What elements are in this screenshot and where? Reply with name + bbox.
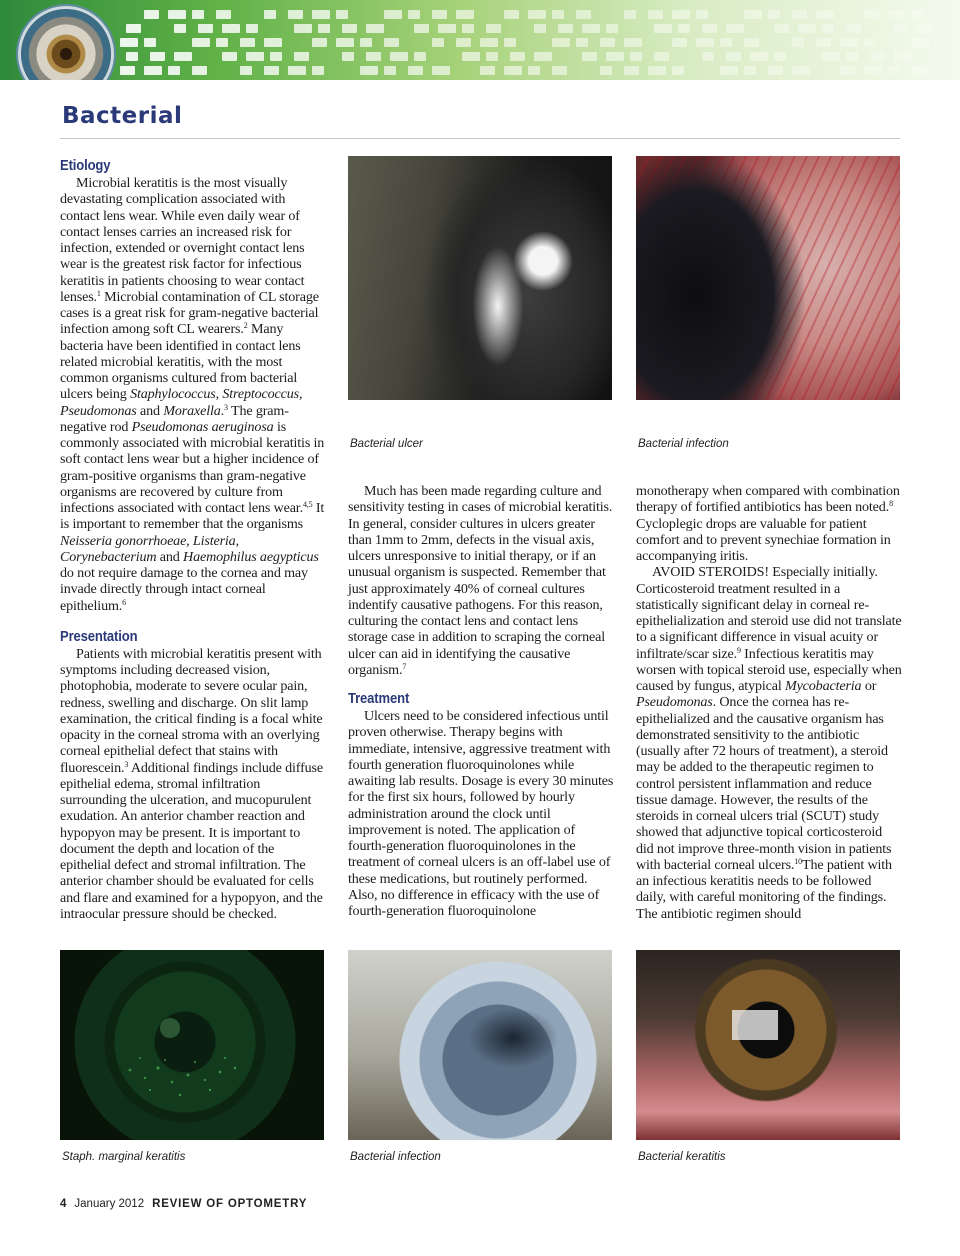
photo-bacterial-infection-bottom bbox=[348, 950, 612, 1140]
banner-tile bbox=[702, 52, 714, 61]
banner-tile bbox=[606, 24, 618, 33]
banner-tile bbox=[504, 38, 516, 47]
banner-tile bbox=[822, 52, 840, 61]
banner-tile bbox=[888, 66, 900, 75]
column-1 bbox=[60, 157, 325, 922]
banner-tile bbox=[912, 38, 930, 47]
banner-tile bbox=[456, 10, 474, 19]
banner-tile bbox=[192, 38, 210, 47]
banner-tile bbox=[366, 52, 381, 61]
banner-tile bbox=[336, 10, 348, 19]
etiology-paragraph: Microbial keratitis is the most visually devastating complication associated with contact lens wear. While even daily wear of contact lenses carries an increased risk for infection, extended or overnight contact lens wear is the greatest risk factor for infectious keratitis in patients choosing to wear contact lenses.$^1$ Microbial contamination of CL storage cases is a great risk for gram-negative bacterial infection among soft CL wearers.$^2$ Many bacteria have been identified in contact lens related microbial keratitis, with the most common organisms cultured from bacterial ulcers being Staphylococcus, Streptococcus, Pseudomonas and Moraxella.$^3$ The gram-negative rod Pseudomonas aeruginosa is commonly associated with microbial keratitis in soft contact lens wear but a higher incidence of gram-positive organisms than gram-negative organisms are recovered by culture from infections associated with contact lens wear.$^{4,5}$ It is important to remember that the organisms Neisseria gonorrhoeae, Listeria, Corynebacterium and Haemophilus aegypticus do not require damage to the cornea and may invade directly through intact corneal epithelium.$^6$ bbox=[60, 175, 325, 614]
banner-tile bbox=[630, 52, 642, 61]
banner-tile bbox=[384, 38, 399, 47]
banner-tile bbox=[462, 24, 474, 33]
banner-tile bbox=[360, 38, 372, 47]
banner-tile bbox=[888, 10, 906, 19]
banner-tile bbox=[222, 52, 237, 61]
caption-bacterial-keratitis: Bacterial keratitis bbox=[638, 1151, 726, 1163]
section-heading-presentation: Presentation bbox=[60, 628, 138, 645]
caption-staph-marginal-keratitis: Staph. marginal keratitis bbox=[62, 1151, 186, 1163]
banner-tile bbox=[144, 66, 162, 75]
banner-tile bbox=[840, 66, 855, 75]
column-2 bbox=[348, 483, 614, 919]
banner-tile bbox=[150, 52, 165, 61]
banner-tile bbox=[774, 52, 786, 61]
banner-tile bbox=[360, 66, 378, 75]
banner-tile bbox=[192, 66, 207, 75]
banner-tile bbox=[246, 52, 264, 61]
banner-tile bbox=[168, 10, 186, 19]
banner-tile bbox=[576, 38, 588, 47]
banner-tile bbox=[192, 10, 204, 19]
page-title: Bacterial bbox=[62, 103, 183, 129]
issue-date: January 2012 bbox=[74, 1198, 145, 1210]
banner-tile bbox=[480, 38, 498, 47]
banner-tile bbox=[390, 52, 408, 61]
banner-tile bbox=[768, 66, 783, 75]
banner-tile bbox=[126, 24, 141, 33]
banner-tile bbox=[264, 66, 279, 75]
banner-tile bbox=[624, 66, 639, 75]
banner-tile bbox=[534, 24, 546, 33]
banner-tile bbox=[342, 24, 357, 33]
banner-tile bbox=[312, 66, 324, 75]
banner-tile bbox=[198, 24, 213, 33]
banner-tile bbox=[726, 52, 741, 61]
banner-tile bbox=[504, 66, 522, 75]
banner-tile bbox=[504, 10, 519, 19]
banner-tile bbox=[240, 38, 255, 47]
banner-tile bbox=[846, 24, 861, 33]
banner-tile bbox=[678, 24, 690, 33]
banner-tile bbox=[486, 52, 498, 61]
photo-staph-marginal-keratitis bbox=[60, 950, 324, 1140]
banner-tile bbox=[864, 38, 876, 47]
banner-tile bbox=[126, 52, 138, 61]
banner-tile bbox=[414, 24, 429, 33]
banner-tile bbox=[792, 38, 804, 47]
banner-tile bbox=[696, 38, 714, 47]
banner-tile bbox=[294, 52, 309, 61]
banner-tile bbox=[870, 52, 885, 61]
section-heading-etiology: Etiology bbox=[60, 158, 111, 174]
banner-tile bbox=[744, 66, 756, 75]
banner-tile bbox=[270, 52, 282, 61]
banner-tile bbox=[696, 10, 708, 19]
caption-bacterial-infection-top: Bacterial infection bbox=[638, 438, 729, 450]
banner-tile bbox=[840, 38, 858, 47]
banner-tile bbox=[558, 24, 573, 33]
banner-tile bbox=[864, 10, 879, 19]
culture-paragraph: Much has been made regarding culture and sensitivity testing in cases of microbial keratitis. In general, consider cultures in ulcers greater than 1mm to 2mm, defects in the visual axis, ulcers unresponsive to initial therapy, or if an unusual organism is suspected. Remember that just approximately 40% of corneal cultures indentify causative pathogens. For this reason, culturing the contact lens and contact lens storage case in addition to scraping the corneal ulcer can aid in identifying the causative organism.$^7$ bbox=[348, 483, 613, 678]
banner-tile bbox=[672, 38, 687, 47]
banner-tile bbox=[294, 24, 312, 33]
banner-tile bbox=[774, 24, 789, 33]
banner-tile bbox=[720, 38, 732, 47]
banner-tile bbox=[816, 10, 834, 19]
banner-tile bbox=[792, 10, 807, 19]
banner-tile bbox=[816, 38, 831, 47]
banner-tile bbox=[486, 24, 501, 33]
banner-tile bbox=[624, 10, 636, 19]
banner-tile bbox=[408, 66, 423, 75]
banner-tile bbox=[744, 10, 762, 19]
banner-tile bbox=[432, 66, 450, 75]
banner-tile bbox=[654, 52, 669, 61]
banner-tile bbox=[648, 66, 666, 75]
banner-tile bbox=[264, 38, 282, 47]
banner-tile bbox=[528, 66, 540, 75]
banner-tile bbox=[744, 38, 759, 47]
banner-tile bbox=[174, 52, 192, 61]
banner-tile bbox=[846, 52, 858, 61]
banner-tile bbox=[912, 66, 927, 75]
banner-tile bbox=[312, 38, 327, 47]
banner-tile bbox=[384, 66, 396, 75]
banner-tile bbox=[318, 24, 330, 33]
banner-tile bbox=[438, 24, 456, 33]
therapy-paragraph: monotherapy when compared with combination therapy of fortified antibiotics has been noted.$^8$ Cycloplegic drops are valuable for patient comfort and to prevent synechiae formation in accompanying iritis. bbox=[636, 483, 900, 564]
banner-tile bbox=[342, 52, 354, 61]
page-number: 4 bbox=[60, 1198, 67, 1210]
banner-tile bbox=[894, 24, 906, 33]
banner-tile bbox=[720, 66, 738, 75]
banner-tile bbox=[552, 38, 570, 47]
banner-tile bbox=[750, 52, 768, 61]
banner-tile bbox=[246, 24, 258, 33]
banner-tile bbox=[120, 66, 135, 75]
presentation-paragraph: Patients with microbial keratitis present with symptoms including decreased vision, photophobia, moderate to severe ocular pain, redness, swelling and discharge. On slit lamp examination, the critical finding is a focal white opacity in the corneal stroma with an overlying corneal epithelial defect that stains with fluorescein.$^3$ Additional findings include diffuse epithelial edema, stromal infiltration surrounding the ulceration, and mucopurulent exudation. An anterior chamber reaction and hypopyon may be present. It is important to document the depth and location of the epithelial defect and stromal infiltration. The anterior chamber should be evaluated for cells and flare and examined for a hypopyon, and the intraocular pressure should be checked. bbox=[60, 645, 323, 922]
column-3 bbox=[636, 483, 902, 922]
banner-tile bbox=[144, 10, 159, 19]
banner-tile bbox=[726, 24, 744, 33]
banner-tile bbox=[672, 66, 684, 75]
banner-tile bbox=[600, 38, 615, 47]
banner-tile bbox=[216, 10, 231, 19]
banner-tile bbox=[552, 10, 564, 19]
banner-tile bbox=[768, 10, 780, 19]
banner-tile bbox=[582, 24, 600, 33]
banner-tile bbox=[528, 10, 546, 19]
banner-tile bbox=[408, 10, 420, 19]
banner-tile bbox=[480, 66, 495, 75]
banner-tile bbox=[174, 24, 186, 33]
banner-tile bbox=[432, 38, 444, 47]
banner-tile bbox=[864, 66, 882, 75]
caption-bacterial-infection-bottom: Bacterial infection bbox=[350, 1151, 441, 1163]
banner-tile bbox=[702, 24, 717, 33]
banner-tile bbox=[606, 52, 624, 61]
light-reflex bbox=[732, 1010, 778, 1040]
banner-tile bbox=[822, 24, 834, 33]
banner-tile bbox=[216, 38, 228, 47]
banner-tile bbox=[912, 10, 924, 19]
eye-icon bbox=[18, 6, 114, 80]
banner-tile bbox=[462, 52, 480, 61]
page-footer bbox=[60, 1198, 307, 1210]
header-banner bbox=[0, 0, 960, 80]
banner-tile bbox=[288, 10, 303, 19]
banner-tile bbox=[240, 66, 252, 75]
banner-tile bbox=[672, 10, 690, 19]
banner-tile bbox=[582, 52, 597, 61]
treatment-paragraph: Ulcers need to be considered infectious until proven otherwise. Therapy begins with immediate, intensive, aggressive treatment with fourth generation fluoroquinolones while awaiting lab results. Dosage is every 30 minutes for the first six hours, followed by hourly administration around the clock until improvement is noted. The application of fourth-generation fluoroquinolones in the treatment of corneal ulcers is an off-label use of these medications, but routinely performed. Also, no difference in efficacy with the use of fourth-generation fluoroquinolone bbox=[348, 708, 614, 919]
banner-tile bbox=[624, 38, 642, 47]
banner-tile bbox=[222, 24, 240, 33]
banner-tile bbox=[120, 38, 138, 47]
banner-tile bbox=[414, 52, 426, 61]
banner-tile bbox=[384, 10, 402, 19]
steroids-paragraph: AVOID STEROIDS! Especially initially. Corticosteroid treatment resulted in a statistically significant delay in corneal re-epithelialization and steroid use did not translate to a significant difference in visual acuity or infiltrate/scar size.$^9$ Infectious keratitis may worsen with topical steroid use, especially when caused by fungus, atypical Mycobacteria or Pseudomonas. Once the cornea has re- epithelialized and the causative organism has demonstrated sensitivity to the antibiotic (usually after 72 hours of treatment), a steroid may be added to the therapeutic regimen to control persistent inflammation and reduce tissue damage. However, the results of the steroids in corneal ulcers trial (SCUT) study showed that adjunctive topical corticosteroid did not improve three-month vision in patients with bacterial corneal ulcers.$^{10}$The patient with an infectious keratitis needs to be followed daily, with careful monitoring of the findings. The antibiotic regimen should bbox=[636, 564, 902, 922]
banner-tile bbox=[312, 10, 330, 19]
banner-tile bbox=[918, 24, 933, 33]
banner-tile bbox=[432, 10, 447, 19]
banner-tile bbox=[264, 10, 276, 19]
banner-tile bbox=[288, 66, 306, 75]
banner-tile bbox=[798, 24, 816, 33]
fluorescein-speckle bbox=[60, 950, 324, 1140]
caption-bacterial-ulcer: Bacterial ulcer bbox=[350, 438, 423, 450]
header-divider bbox=[60, 138, 900, 139]
banner-tile bbox=[894, 52, 912, 61]
photo-bacterial-infection-top bbox=[636, 156, 900, 400]
banner-tile bbox=[366, 24, 384, 33]
banner-tile bbox=[576, 10, 591, 19]
section-heading-treatment: Treatment bbox=[348, 691, 410, 707]
banner-tile bbox=[600, 66, 612, 75]
banner-tile bbox=[534, 52, 552, 61]
photo-bacterial-keratitis bbox=[636, 950, 900, 1140]
banner-tile bbox=[654, 24, 672, 33]
banner-tile bbox=[336, 38, 354, 47]
banner-tile bbox=[168, 66, 180, 75]
banner-tile bbox=[456, 38, 471, 47]
banner-tile bbox=[510, 52, 525, 61]
photo-bacterial-ulcer bbox=[348, 156, 612, 400]
publication-name: REVIEW OF OPTOMETRY bbox=[152, 1198, 308, 1210]
banner-tile bbox=[552, 66, 567, 75]
banner-tile bbox=[648, 10, 663, 19]
banner-tile bbox=[144, 38, 156, 47]
banner-tile bbox=[792, 66, 810, 75]
